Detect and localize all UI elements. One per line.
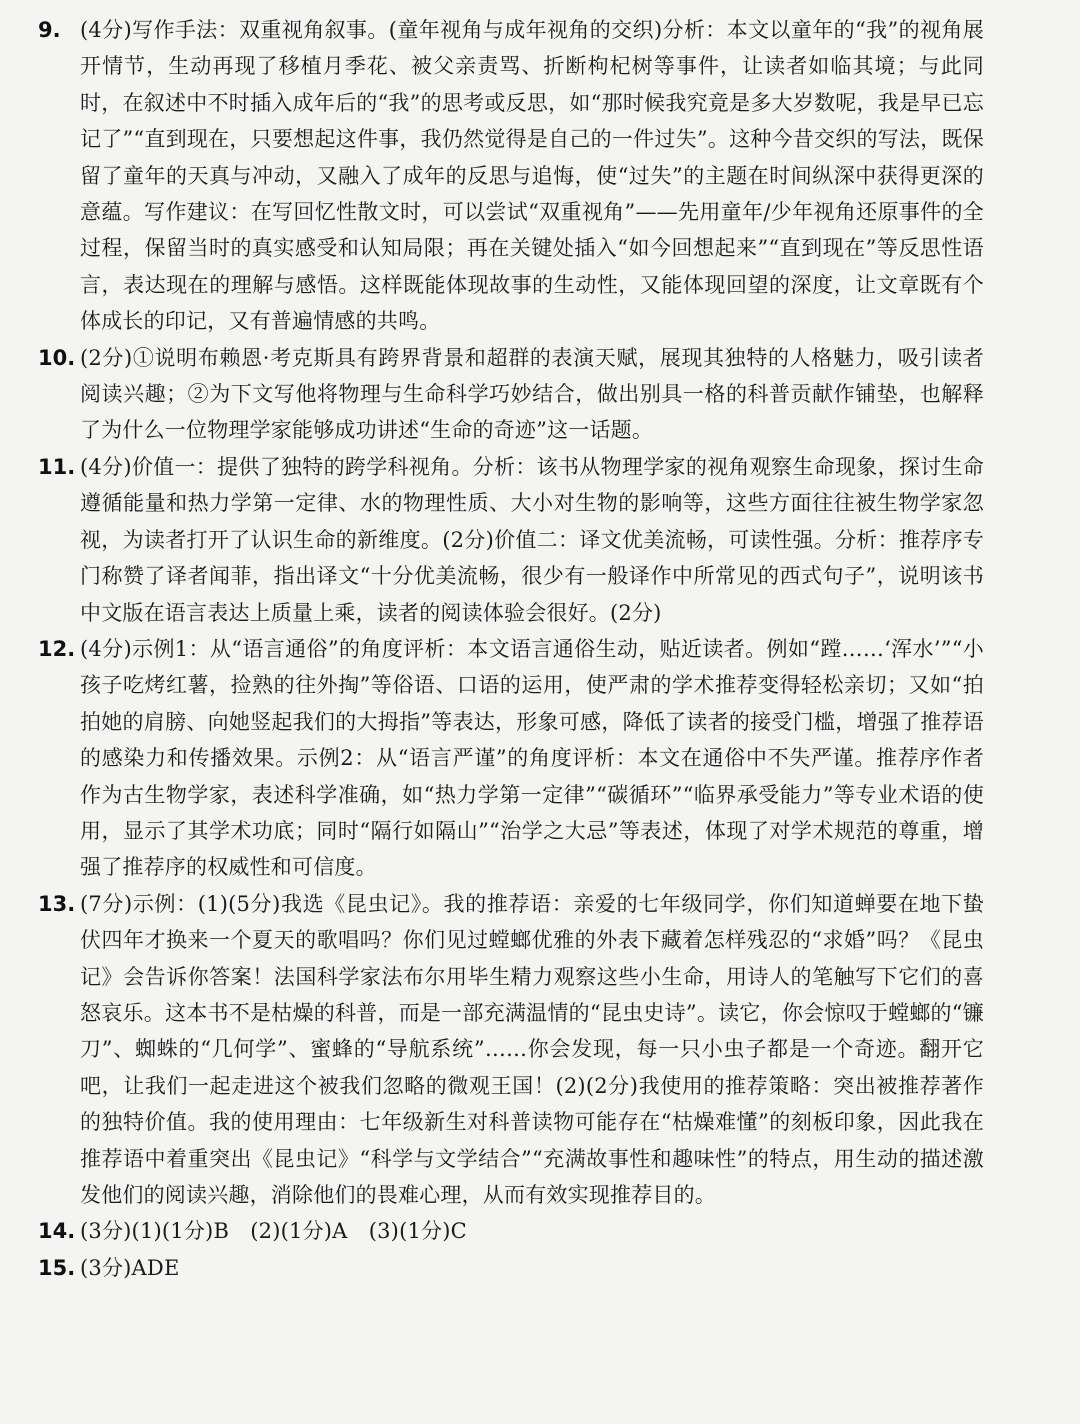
answer-item-14 bbox=[38, 1213, 984, 1249]
answer-text: (2分)①说明布赖恩·考克斯具有跨界背景和超群的表演天赋，展现其独特的人格魅力，吸引读者阅读兴趣；②为下文写他将物理与生命科学巧妙结合，做出别具一格的科普贡献作铺垫，也解释了为什么一位物理学家能够成功讲述“生命的奇迹”这一话题。 bbox=[80, 345, 984, 443]
question-number: 10. bbox=[38, 345, 76, 370]
answer-text: (3分)(1)(1分)B (2)(1分)A (3)(1分)C bbox=[80, 1219, 467, 1244]
question-number: 15. bbox=[38, 1255, 76, 1280]
answer-item-10 bbox=[38, 340, 984, 449]
answer-item-9 bbox=[38, 12, 984, 340]
answer-text: (4分)价值一：提供了独特的跨学科视角。分析：该书从物理学家的视角观察生命现象，探讨生命遵循能量和热力学第一定律、水的物理性质、大小对生物的影响等，这些方面往往被生物学家忽视，为读者打开了认识生命的新维度。(2分)价值二：译文优美流畅，可读性强。分析：推荐序专门称赞了译者闻菲，指出译文“十分优美流畅，很少有一般译作中所常见的西式句子”，说明该书中文版在语言表达上质量上乘，读者的阅读体验会很好。(2分) bbox=[80, 454, 984, 625]
question-number: 13. bbox=[38, 891, 76, 916]
answer-item-11 bbox=[38, 449, 984, 631]
answer-text: (3分)ADE bbox=[80, 1255, 180, 1280]
answer-item-12 bbox=[38, 631, 984, 886]
answer-text: (4分)写作手法：双重视角叙事。(童年视角与成年视角的交织)分析：本文以童年的“我”的视角展开情节，生动再现了移植月季花、被父亲责骂、折断枸杞树等事件，让读者如临其境；与此同时，在叙述中不时插入成年后的“我”的思考或反思，如“那时候我究竟是多大岁数呢，我是早已忘记了”“直到现在，只要想起这件事，我仍然觉得是自己的一件过失”。这种今昔交织的写法，既保留了童年的天真与冲动，又融入了成年的反思与追悔，使“过失”的主题在时间纵深中获得更深的意蕴。写作建议：在写回忆性散文时，可以尝试“双重视角”——先用童年/少年视角还原事件的全过程，保留当时的真实感受和认知局限；再在关键处插入“如今回想起来”“直到现在”等反思性语言，表达现在的理解与感悟。这样既能体现故事的生动性，又能体现回望的深度，让文章既有个体成长的印记，又有普遍情感的共鸣。 bbox=[80, 18, 984, 334]
answer-text: (7分)示例：(1)(5分)我选《昆虫记》。我的推荐语：亲爱的七年级同学，你们知道蝉要在地下蛰伏四年才换来一个夏天的歌唱吗？你们见过螳螂优雅的外表下藏着怎样残忍的“求婚”吗？《昆虫记》会告诉你答案！法国科学家法布尔用毕生精力观察这些小生命，用诗人的笔触写下它们的喜怒哀乐。这本书不是枯燥的科普，而是一部充满温情的“昆虫史诗”。读它，你会惊叹于螳螂的“镰刀”、蜘蛛的“几何学”、蜜蜂的“导航系统”……你会发现，每一只小虫子都是一个奇迹。翻开它吧，让我们一起走进这个被我们忽略的微观王国！(2)(2分)我使用的推荐策略：突出被推荐著作的独特价值。我的使用理由：七年级新生对科普读物可能存在“枯燥难懂”的刻板印象，因此我在推荐语中着重突出《昆虫记》“科学与文学结合”“充满故事性和趣味性”的特点，用生动的描述激发他们的阅读兴趣，消除他们的畏难心理，从而有效实现推荐目的。 bbox=[80, 891, 984, 1207]
question-number: 9. bbox=[38, 18, 61, 42]
answer-text: (4分)示例1：从“语言通俗”的角度评析：本文语言通俗生动，贴近读者。例如“蹚……‘浑水’”“小孩子吃烤红薯，捡熟的往外掏”等俗语、口语的运用，使严肃的学术推荐变得轻松亲切；又如“拍拍她的肩膀、向她竖起我们的大拇指”等表达，形象可感，降低了读者的接受门槛，增强了推荐语的感染力和传播效果。示例2：从“语言严谨”的角度评析：本文在通俗中不失严谨。推荐序作者作为古生物学家，表述科学准确，如“热力学第一定律”“碳循环”“临界承受能力”等专业术语的使用，显示了其学术功底；同时“隔行如隔山”“治学之大忌”等表述，体现了对学术规范的尊重，增强了推荐序的权威性和可信度。 bbox=[80, 636, 984, 880]
answer-item-13 bbox=[38, 886, 984, 1214]
question-number: 11. bbox=[38, 454, 76, 479]
question-number: 14. bbox=[38, 1219, 76, 1244]
answer-item-15 bbox=[38, 1250, 984, 1286]
question-number: 12. bbox=[38, 636, 76, 661]
